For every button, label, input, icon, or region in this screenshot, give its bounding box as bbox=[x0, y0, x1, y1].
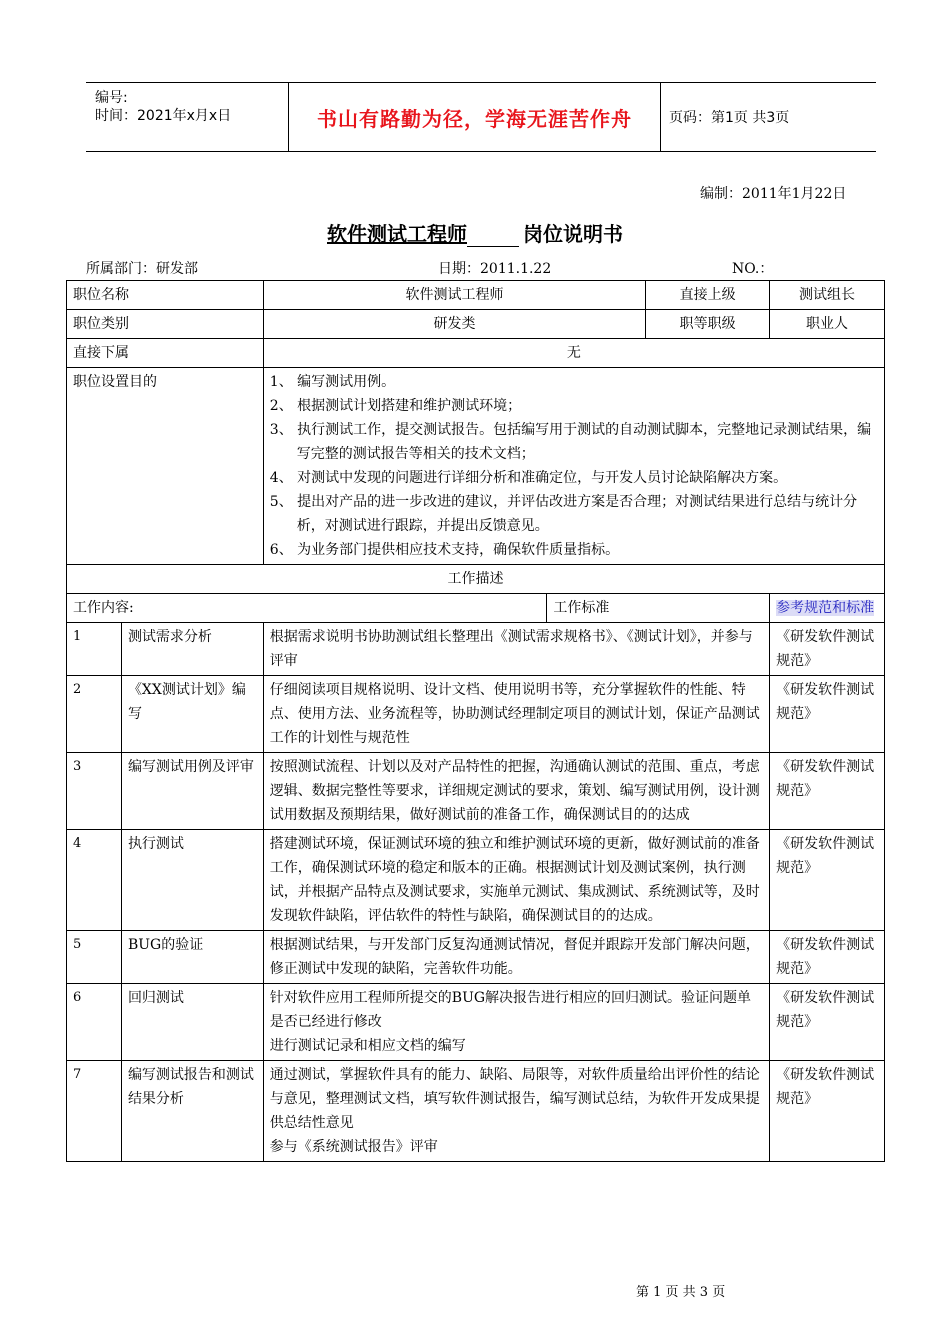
department: 所属部门：研发部 bbox=[86, 261, 198, 277]
job-description-table bbox=[66, 280, 885, 1162]
row-number: 2 bbox=[67, 676, 122, 753]
table-row bbox=[67, 368, 885, 565]
superior-value: 测试组长 bbox=[770, 281, 885, 310]
table-row bbox=[67, 310, 885, 339]
grade-value: 职业人 bbox=[770, 310, 885, 339]
code-label: 编号: bbox=[95, 90, 128, 106]
row-task: 《XX测试计划》编写 bbox=[121, 676, 263, 753]
slogan: 书山有路勤为径，学海无涯苦作舟 bbox=[317, 106, 632, 131]
row-standard: 仔细阅读项目规格说明、设计文档、使用说明书等，充分掌握软件的性能、特点、使用方法、业务流程等，协助测试经理制定项目的测试计划，保证产品测试工作的计划性与规范性 bbox=[263, 676, 769, 753]
header-right-cell bbox=[661, 83, 876, 151]
row-task: 测试需求分析 bbox=[121, 623, 263, 676]
row-task: BUG的验证 bbox=[121, 931, 263, 984]
prepared-date: 编制：2011年1月22日 bbox=[700, 186, 847, 202]
list-item: 6、 为业务部门提供相应技术支持，确保软件质量指标。 bbox=[269, 542, 620, 558]
row-task: 编写测试用例及评审 bbox=[121, 753, 263, 830]
column-header-reference bbox=[770, 594, 885, 623]
title-underline-gap bbox=[467, 228, 519, 247]
table-row bbox=[67, 565, 885, 594]
row-standard-line: 针对软件应用工程师所提交的BUG解决报告进行相应的回归测试。验证问题单是否已经进行修改 bbox=[269, 990, 752, 1030]
document-header bbox=[86, 82, 876, 152]
table-row bbox=[67, 984, 885, 1061]
position-name-value: 软件测试工程师 bbox=[263, 281, 645, 310]
row-standard-line: 通过测试，掌握软件具有的能力、缺陷、局限等，对软件质量给出评价性的结论与意见，整理测试文档，填写软件测试报告，编写测试总结，为软件开发成果提供总结性意见 bbox=[269, 1067, 760, 1131]
page-title bbox=[0, 218, 950, 247]
list-item: 3、 执行测试工作，提交测试报告。包括编写用于测试的自动测试脚本，完整地记录测试结果，编写完整的测试报告等相关的技术文档； bbox=[269, 422, 872, 462]
row-standard: 根据需求说明书协助测试组长整理出《测试需求规格书》、《测试计划》，并参与评审 bbox=[263, 623, 769, 676]
row-reference: 《研发软件测试规范》 bbox=[770, 984, 885, 1061]
purpose-list bbox=[263, 368, 884, 565]
row-reference: 《研发软件测试规范》 bbox=[770, 830, 885, 931]
subordinate-value: 无 bbox=[263, 339, 884, 368]
row-standard-line: 参与《系统测试报告》评审 bbox=[269, 1139, 438, 1155]
row-reference: 《研发软件测试规范》 bbox=[770, 676, 885, 753]
list-item: 5、 提出对产品的进一步改进的建议，并评估改进方案是否合理；对测试结果进行总结与统计分析，对测试进行跟踪，并提出反馈意见。 bbox=[269, 494, 858, 534]
row-number: 3 bbox=[67, 753, 122, 830]
row-standard: 根据测试结果，与开发部门反复沟通测试情况，督促并跟踪开发部门解决问题，修正测试中发现的缺陷，完善软件功能。 bbox=[263, 931, 769, 984]
title-position-name: 软件测试工程师 bbox=[327, 222, 467, 246]
row-number: 6 bbox=[67, 984, 122, 1061]
table-row bbox=[67, 753, 885, 830]
row-reference: 《研发软件测试规范》 bbox=[770, 1061, 885, 1162]
table-row bbox=[67, 1061, 885, 1162]
list-item: 1、 编写测试用例。 bbox=[269, 374, 396, 390]
column-header-standard: 工作标准 bbox=[547, 594, 770, 623]
purpose-label: 职位设置目的 bbox=[67, 368, 264, 565]
list-item: 2、 根据测试计划搭建和维护测试环境； bbox=[269, 398, 522, 414]
row-number: 1 bbox=[67, 623, 122, 676]
row-standard bbox=[263, 1061, 769, 1162]
row-reference: 《研发软件测试规范》 bbox=[770, 931, 885, 984]
table-row bbox=[67, 676, 885, 753]
page-footer: 第 1 页 共 3 页 bbox=[636, 1285, 726, 1300]
header-center-cell bbox=[289, 83, 661, 151]
superior-label: 直接上级 bbox=[646, 281, 770, 310]
position-name-label: 职位名称 bbox=[67, 281, 264, 310]
table-row bbox=[67, 830, 885, 931]
row-task: 回归测试 bbox=[121, 984, 263, 1061]
number-label: NO.： bbox=[732, 261, 774, 277]
table-row bbox=[67, 931, 885, 984]
row-reference: 《研发软件测试规范》 bbox=[770, 753, 885, 830]
row-reference: 《研发软件测试规范》 bbox=[770, 623, 885, 676]
header-left-cell bbox=[86, 83, 289, 151]
date: 日期：2011.1.22 bbox=[438, 261, 552, 277]
subordinate-label: 直接下属 bbox=[67, 339, 264, 368]
grade-label: 职等职级 bbox=[646, 310, 770, 339]
table-header-row bbox=[67, 594, 885, 623]
row-task: 执行测试 bbox=[121, 830, 263, 931]
row-number: 7 bbox=[67, 1061, 122, 1162]
row-number: 5 bbox=[67, 931, 122, 984]
category-label: 职位类别 bbox=[67, 310, 264, 339]
table-row bbox=[67, 281, 885, 310]
section-title: 工作描述 bbox=[67, 565, 885, 594]
column-header-reference-text: 参考规范和标准 bbox=[776, 600, 875, 616]
row-task: 编写测试报告和测试结果分析 bbox=[121, 1061, 263, 1162]
time-label: 时间：2021年x月x日 bbox=[95, 108, 232, 124]
row-standard bbox=[263, 984, 769, 1061]
list-item: 4、 对测试中发现的问题进行详细分析和准确定位，与开发人员讨论缺陷解决方案。 bbox=[269, 470, 788, 486]
row-standard-line: 进行测试记录和相应文档的编写 bbox=[269, 1038, 466, 1054]
row-number: 4 bbox=[67, 830, 122, 931]
table-row bbox=[67, 339, 885, 368]
page-info: 页码：第1页 共3页 bbox=[669, 110, 790, 126]
column-header-content-text: 工作内容: bbox=[73, 600, 134, 616]
row-standard: 搭建测试环境，保证测试环境的独立和维护测试环境的更新，做好测试前的准备工作，确保测试环境的稳定和版本的正确。根据测试计划及测试案例，执行测试，并根据产品特点及测试要求，实施单元测试、集成测试、系统测试等，及时发现软件缺陷，评估软件的特性与缺陷，确保测试目的的达成。 bbox=[263, 830, 769, 931]
title-suffix: 岗位说明书 bbox=[523, 222, 623, 246]
column-header-content bbox=[67, 594, 547, 623]
row-standard: 按照测试流程、计划以及对产品特性的把握，沟通确认测试的范围、重点，考虑逻辑、数据完整性等要求，详细规定测试的要求，策划、编写测试用例，设计测试用数据及预期结果，做好测试前的准备工作，确保测试目的的达成 bbox=[263, 753, 769, 830]
category-value: 研发类 bbox=[263, 310, 645, 339]
table-row bbox=[67, 623, 885, 676]
